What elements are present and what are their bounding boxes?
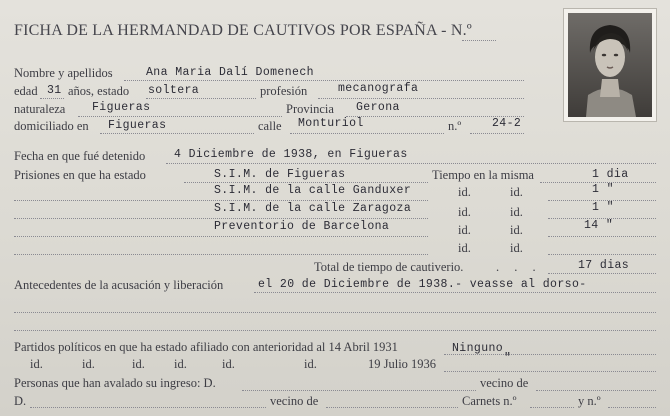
value-total: 17 dias bbox=[578, 259, 630, 272]
label-id: id. bbox=[30, 357, 43, 371]
label-partidos: Partidos políticos en que ha estado afiliado con anterioridad al 14 Abril 1931 bbox=[14, 340, 398, 354]
prison-line bbox=[14, 200, 428, 201]
label-naturaleza: naturaleza bbox=[14, 102, 66, 116]
label-d: D. bbox=[14, 394, 27, 408]
value-domicilio: Figueras bbox=[108, 119, 167, 132]
label-carnets: Carnets n.º bbox=[462, 394, 517, 408]
line-antecedentes bbox=[254, 292, 656, 293]
prison-time: 14 " bbox=[584, 219, 614, 232]
prison-time: 1 " bbox=[592, 201, 614, 214]
label-id: id. bbox=[82, 357, 95, 371]
value-partidos: Ninguno bbox=[452, 342, 504, 355]
time-line bbox=[548, 254, 656, 255]
label-id: id. bbox=[174, 357, 187, 371]
label-edad: edad bbox=[14, 84, 38, 98]
line-antecedentes bbox=[14, 312, 656, 313]
prison-name: Preventorio de Barcelona bbox=[214, 220, 390, 233]
time-line bbox=[548, 236, 656, 237]
label-id: id. bbox=[304, 357, 317, 371]
prison-line bbox=[14, 218, 428, 219]
label-id: id. bbox=[510, 185, 523, 199]
line-domicilio bbox=[100, 133, 254, 134]
line-antecedentes bbox=[14, 330, 656, 331]
value-naturaleza: Figueras bbox=[92, 101, 151, 114]
label-y-no: y n.º bbox=[578, 394, 601, 408]
label-nombre: Nombre y apellidos bbox=[14, 66, 113, 80]
label-vecino-de-2: vecino de bbox=[270, 394, 319, 408]
line-vecino-2 bbox=[326, 407, 458, 408]
portrait-photo bbox=[563, 8, 657, 122]
line-partidos bbox=[444, 354, 656, 355]
line-y-no bbox=[608, 407, 656, 408]
value-provincia: Gerona bbox=[356, 101, 400, 114]
label-id: id. bbox=[222, 357, 235, 371]
label-profesion: profesión bbox=[260, 84, 308, 98]
line-d bbox=[30, 407, 266, 408]
time-line bbox=[548, 218, 656, 219]
line-carnets bbox=[530, 407, 574, 408]
label-personas: Personas que han avalado su ingreso: D. bbox=[14, 376, 216, 390]
value-edad: 31 bbox=[47, 84, 62, 97]
value-nombre: Ana Maria Dalí Domenech bbox=[146, 66, 314, 79]
number-line bbox=[462, 40, 496, 41]
label-id: id. bbox=[510, 241, 523, 255]
label-domiciliado: domiciliado en bbox=[14, 119, 89, 133]
line-personas bbox=[242, 390, 476, 391]
value-numero: 24-2 bbox=[492, 117, 522, 130]
label-calle: calle bbox=[258, 119, 282, 133]
line-profesion bbox=[318, 98, 524, 99]
value-profesion: mecanografa bbox=[338, 82, 419, 95]
card-title: FICHA DE LA HERMANDAD DE CAUTIVOS POR ESPAÑA - N.º bbox=[14, 22, 472, 39]
prison-name: S.I.M. de la calle Ganduxer bbox=[214, 184, 412, 197]
label-id: id. bbox=[458, 223, 471, 237]
label-fecha-detenido: Fecha en que fué detenido bbox=[14, 149, 146, 163]
value-fecha-detenido: 4 Diciembre de 1938, en Figueras bbox=[174, 148, 408, 161]
label-tiempo: Tiempo en la misma bbox=[432, 168, 534, 182]
line-total bbox=[548, 273, 656, 274]
label-prisiones: Prisiones en que ha estado bbox=[14, 168, 146, 182]
label-id: id. bbox=[458, 185, 471, 199]
line-naturaleza bbox=[78, 116, 282, 117]
prison-name: S.I.M. de la calle Zaragoza bbox=[214, 202, 412, 215]
label-id: id. bbox=[458, 241, 471, 255]
time-line bbox=[548, 200, 656, 201]
label-id: id. bbox=[510, 223, 523, 237]
line-vecino bbox=[536, 390, 656, 391]
line-julio bbox=[444, 371, 656, 372]
line-estado bbox=[146, 98, 256, 99]
prison-line bbox=[14, 236, 428, 237]
prison-time: 1 " bbox=[592, 183, 614, 196]
prison-name: S.I.M. de Figueras bbox=[214, 168, 346, 181]
value-ditto: " bbox=[504, 352, 512, 365]
total-dots: . . . bbox=[496, 260, 542, 274]
line-numero bbox=[470, 133, 524, 134]
value-calle: Monturiol bbox=[298, 117, 364, 130]
time-line bbox=[540, 182, 656, 183]
label-anos-estado: años, estado bbox=[68, 84, 130, 98]
label-vecino-de: vecino de bbox=[480, 376, 529, 390]
value-estado: soltera bbox=[148, 84, 200, 97]
label-numero: n.º bbox=[448, 119, 462, 133]
label-antecedentes: Antecedentes de la acusación y liberación bbox=[14, 278, 224, 292]
line-nombre bbox=[124, 80, 524, 81]
label-julio: 19 Julio 1936 bbox=[368, 357, 437, 371]
prison-line bbox=[184, 182, 428, 183]
label-id: id. bbox=[458, 205, 471, 219]
label-id: id. bbox=[132, 357, 145, 371]
label-provincia: Provincia bbox=[286, 102, 334, 116]
line-calle bbox=[290, 133, 444, 134]
value-antecedentes: el 20 de Diciembre de 1938.- veasse al dorso- bbox=[258, 278, 587, 291]
label-id: id. bbox=[510, 205, 523, 219]
line-fecha bbox=[166, 163, 656, 164]
label-total: Total de tiempo de cautiverio. bbox=[314, 260, 464, 274]
portrait-icon bbox=[568, 13, 652, 117]
line-edad bbox=[40, 98, 64, 99]
prison-line bbox=[14, 254, 428, 255]
prison-time: 1 dia bbox=[592, 168, 629, 181]
